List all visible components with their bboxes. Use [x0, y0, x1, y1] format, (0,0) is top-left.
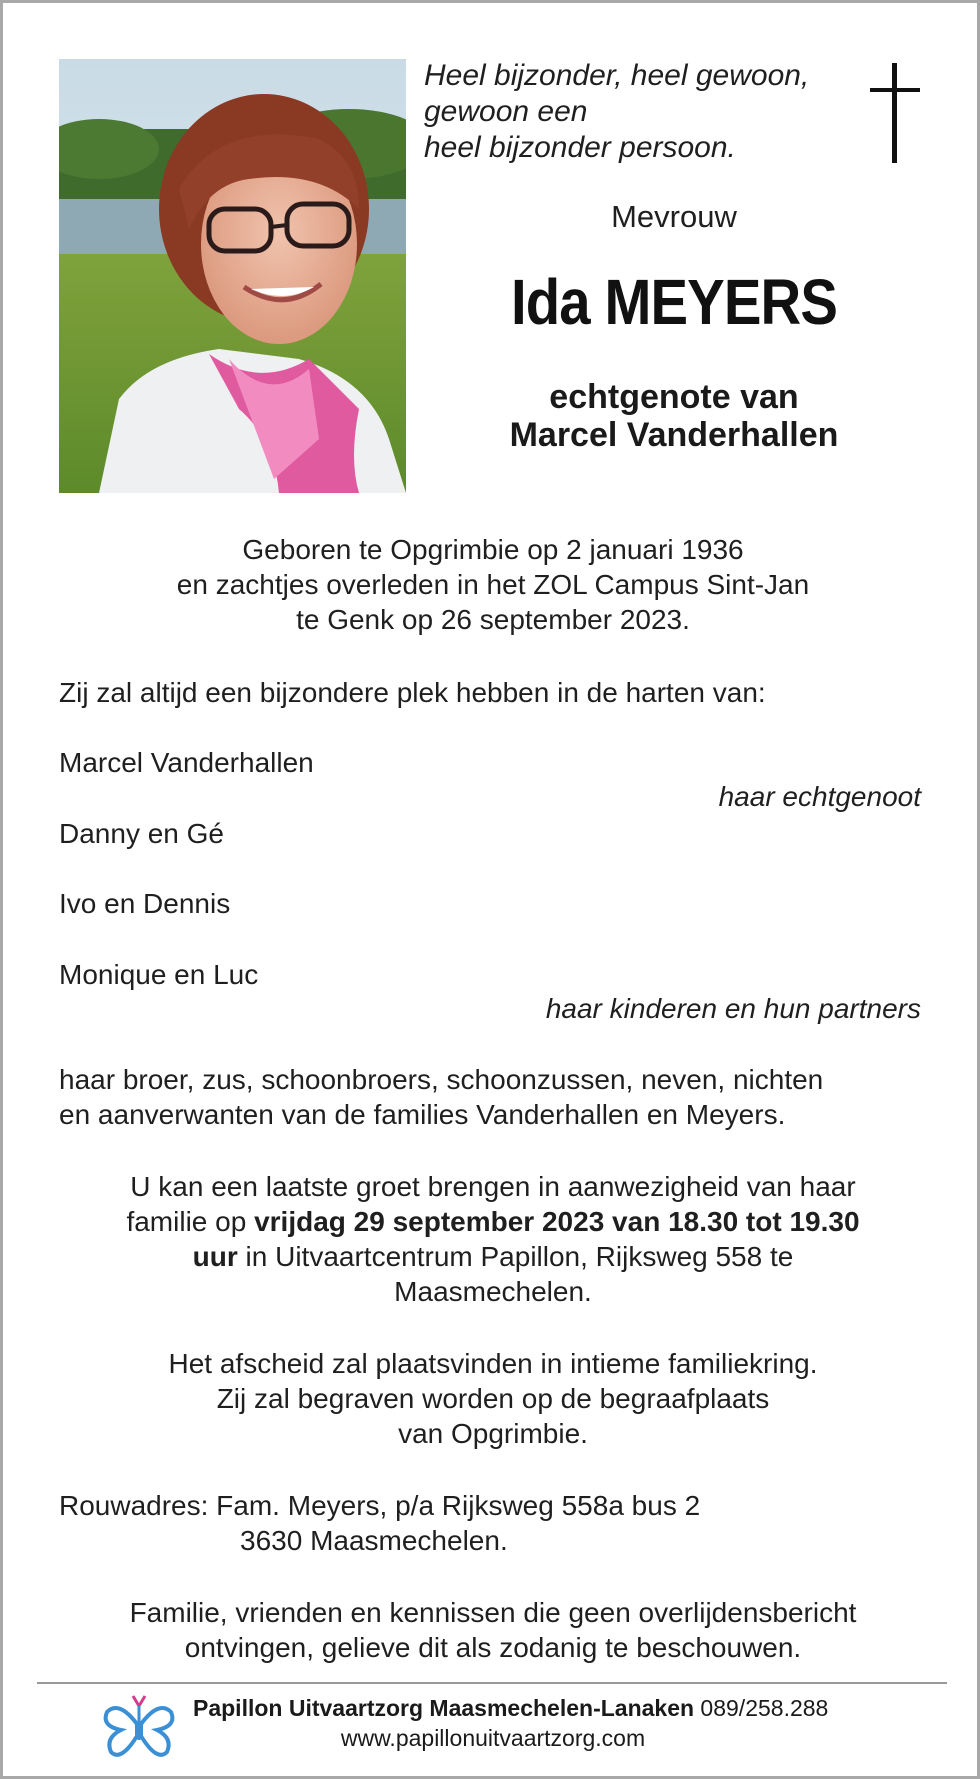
text-span: in Uitvaartcentrum Papillon, Rijksweg 558 te [237, 1241, 794, 1272]
text-line: Geboren te Opgrimbie op 2 januari 1936 [242, 534, 744, 565]
text-line: Het afscheid zal plaatsvinden in intieme familiekring. [168, 1348, 818, 1379]
visitation-info [59, 1169, 927, 1309]
family-role: haar echtgenoot [718, 781, 921, 812]
text-line: U kan een laatste groet brengen in aanwezigheid van haar [130, 1171, 856, 1202]
family-member: Monique en Luc [59, 959, 259, 990]
text-line: en zachtjes overleden in het ZOL Campus Sint-Jan [176, 569, 810, 600]
honorific: Mevrouw [611, 199, 737, 234]
spouse-info [424, 378, 924, 454]
text-line: ontvingen, gelieve dit als zodanig te beschouwen. [184, 1632, 802, 1663]
quote-line: Heel bijzonder, heel gewoon, [424, 59, 810, 92]
birth-death-info [59, 532, 927, 637]
text-line: Zij zal begraven worden op de begraafplaats [216, 1383, 770, 1414]
text-line: Rouwadres: Fam. Meyers, p/a Rijksweg 558a bus 2 [59, 1490, 701, 1521]
text-line: haar broer, zus, schoonbroers, schoonzussen, neven, nichten [59, 1064, 824, 1095]
mourning-address [59, 1488, 927, 1558]
farewell-info [59, 1346, 927, 1451]
visit-date: vrijdag 29 september 2023 van 18.30 tot 19.30 [254, 1206, 860, 1237]
quote-line: gewoon een [424, 95, 588, 128]
quote-line: heel bijzonder persoon. [424, 131, 736, 164]
text-line [59, 1239, 927, 1274]
family-member: Danny en Gé [59, 818, 224, 849]
deceased-name: Ida MEYERS [510, 266, 838, 338]
portrait-photo [59, 59, 406, 493]
funeral-company [193, 1695, 933, 1722]
family-intro: Zij zal altijd een bijzondere plek hebben in de harten van: [59, 677, 766, 708]
visit-time-unit: uur [192, 1241, 238, 1272]
company-name: Papillon Uitvaartzorg Maasmechelen-Lanaken [193, 1695, 695, 1721]
text-line: van Opgrimbie. [398, 1418, 588, 1449]
text-span: familie op [126, 1206, 255, 1237]
family-member: Marcel Vanderhallen [59, 747, 314, 778]
text-line: 3630 Maasmechelen. [240, 1525, 508, 1556]
spouse-line: echtgenote van [549, 378, 799, 416]
text-line: Maasmechelen. [394, 1276, 592, 1307]
text-line: en aanverwanten van de families Vanderhallen en Meyers. [59, 1099, 786, 1130]
text-line: Familie, vrienden en kennissen die geen overlijdensbericht [129, 1597, 857, 1628]
notice-text [59, 1595, 927, 1665]
text-line [59, 1204, 927, 1239]
family-member: Ivo en Dennis [59, 888, 231, 919]
cross-icon [865, 63, 925, 163]
family-role: haar kinderen en hun partners [545, 993, 921, 1024]
company-website[interactable]: www.papillonuitvaartzorg.com [340, 1725, 646, 1751]
text-line: te Genk op 26 september 2023. [296, 604, 690, 635]
memorial-quote [424, 58, 844, 166]
spouse-line: Marcel Vanderhallen [509, 416, 839, 454]
relatives [59, 1062, 927, 1132]
footer-divider [37, 1682, 947, 1684]
company-phone: 089/258.288 [694, 1695, 829, 1721]
